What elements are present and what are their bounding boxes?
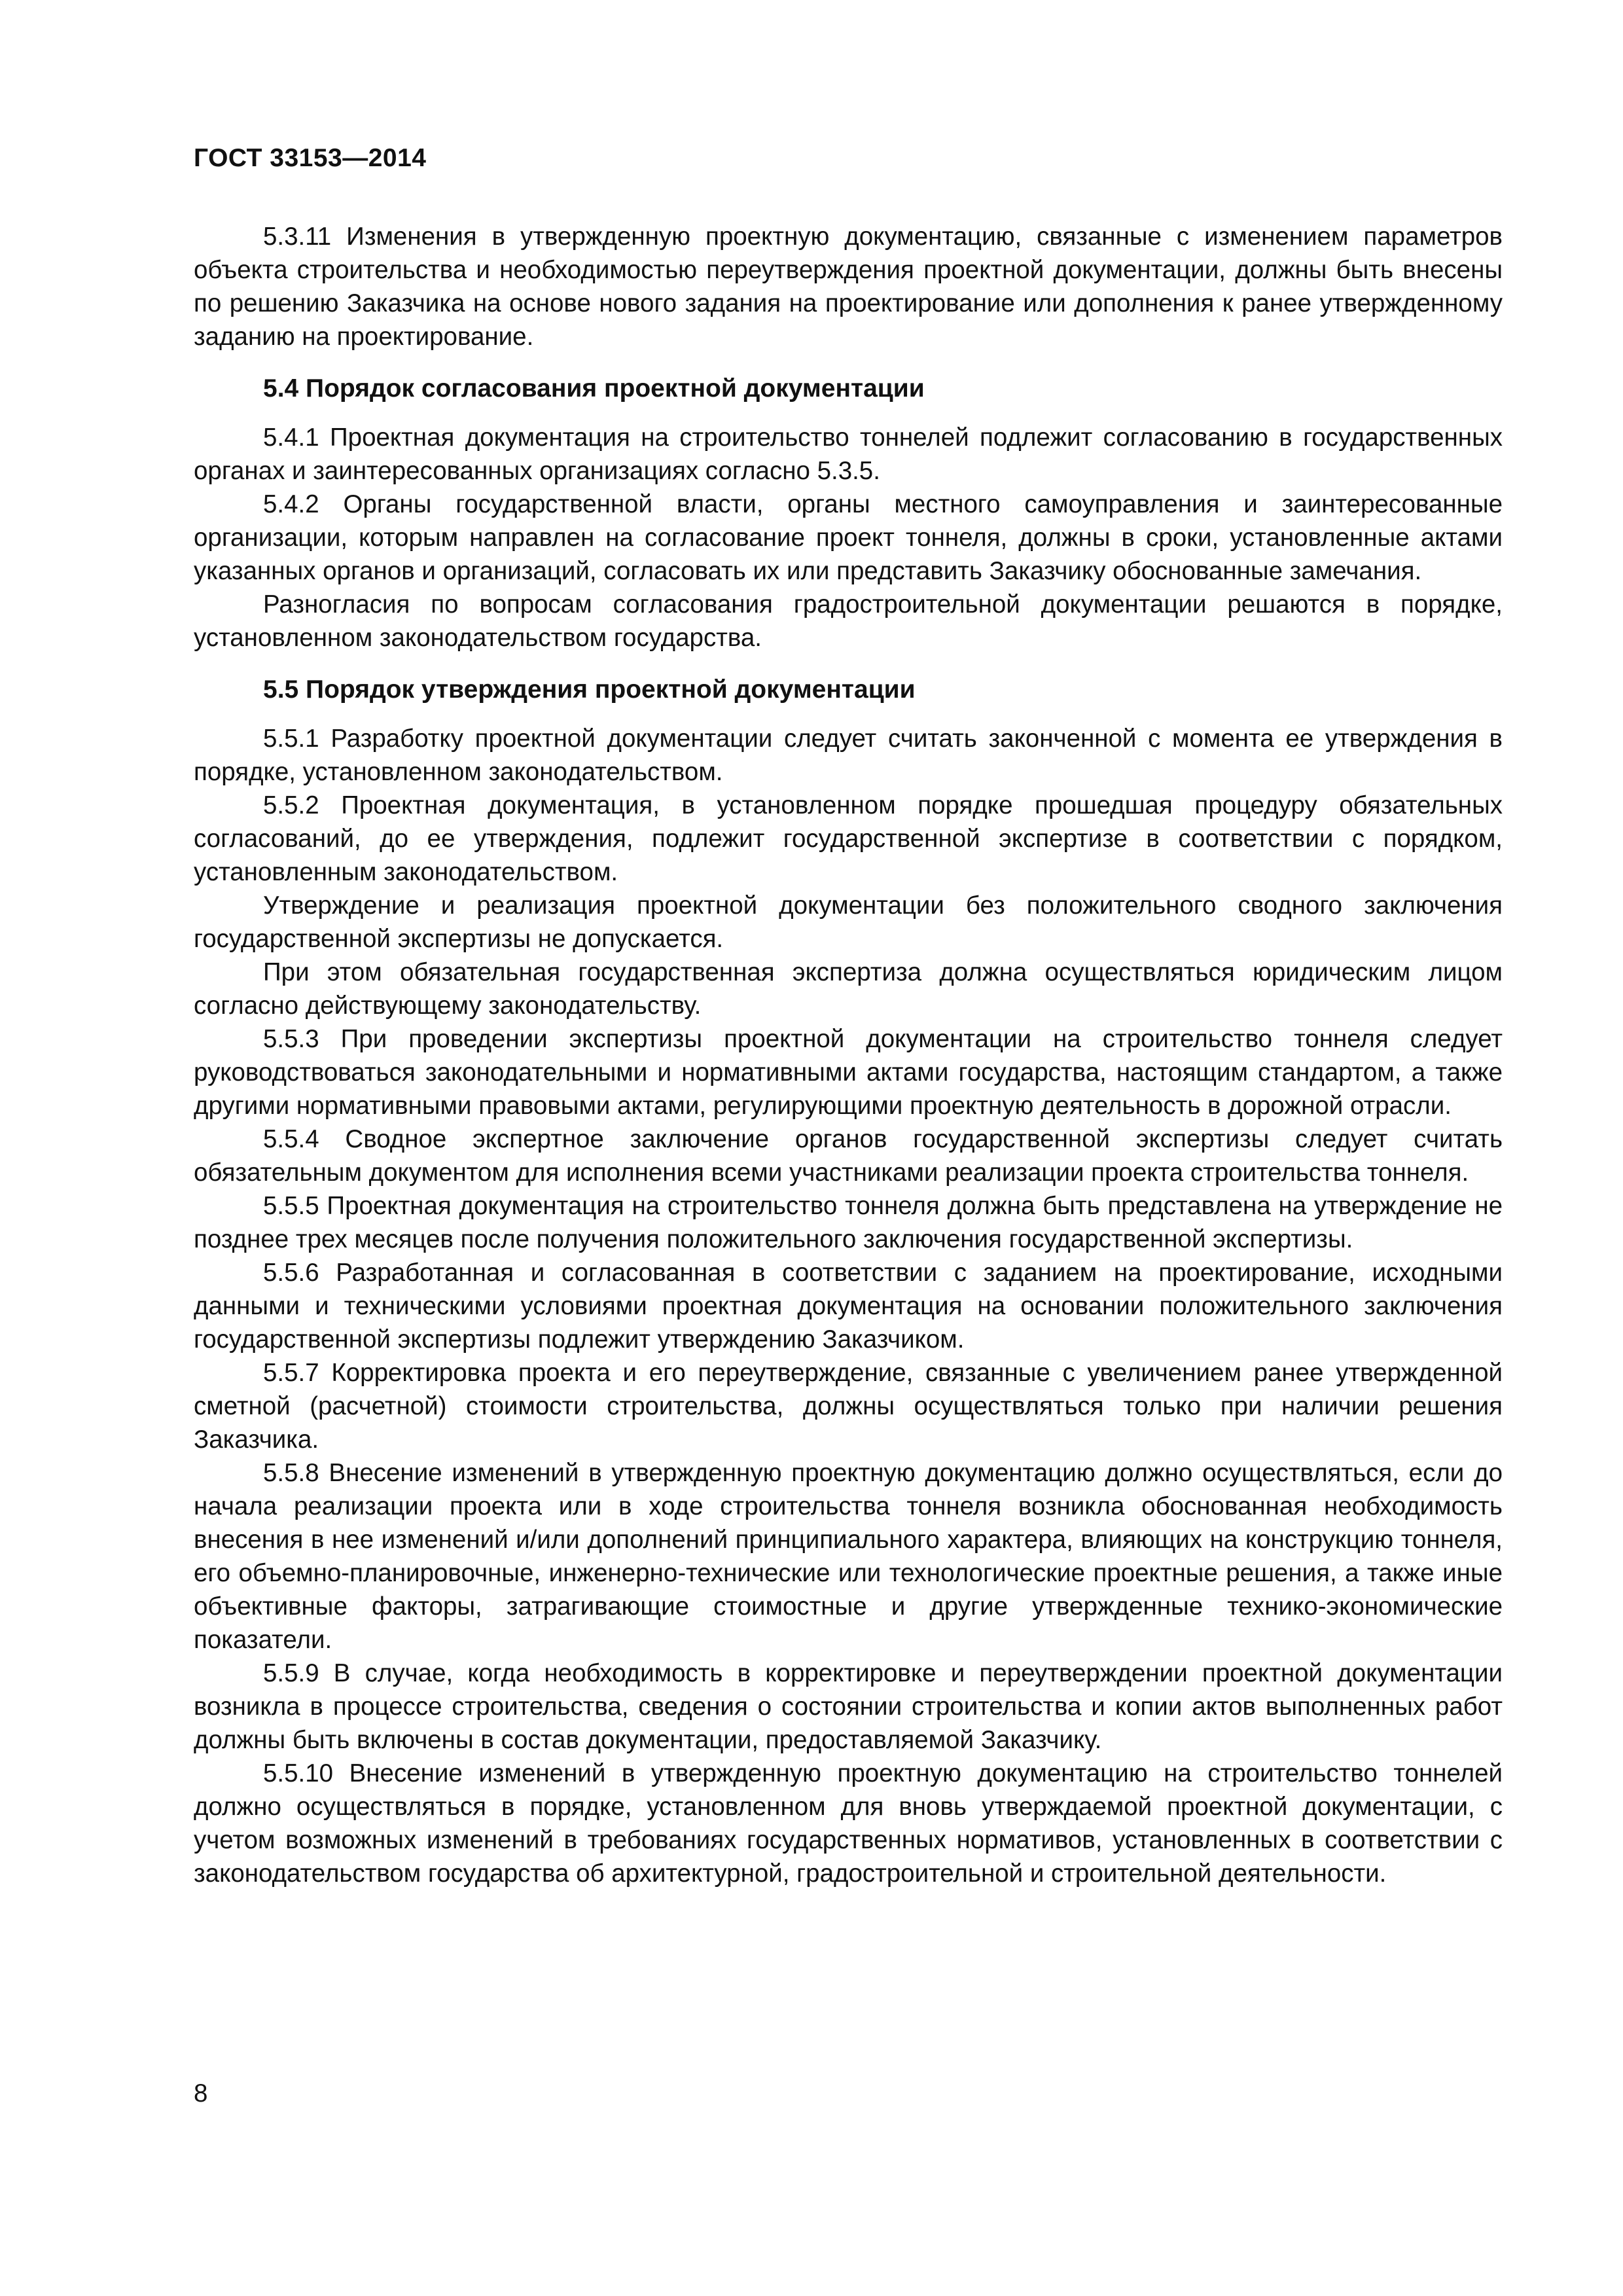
document-page	[194, 0, 1503, 2296]
paragraph-5-5-8: 5.5.8 Внесение изменений в утвержденную проектную документацию должно осуществляться, если до начала реализации проекта или в ходе строительства тоннеля возникла обоснованная необходимость внесения в нее изменений и/или дополнений принципиального характера, влияющих на конструкцию тоннеля, его объемно-планировочные, инженерно-технические или технологические проектные решения, а также иные объективные факторы, затрагивающие стоимостные и другие утвержденные технико-экономические показатели.	[194, 1459, 1503, 1654]
paragraph-5-5-4: 5.5.4 Сводное экспертное заключение органов государственной экспертизы следует считать обязательным документом для исполнения всеми участниками реализации проекта строительства тоннеля.	[194, 1125, 1503, 1187]
paragraph-5-5-3: 5.5.3 При проведении экспертизы проектной документации на строительство тоннеля следует руководствоваться законодательными и нормативными актами государства, настоящим стандартом, а также другими нормативными правовыми актами, регулирующими проектную деятельность в дорожной отрасли.	[194, 1025, 1503, 1120]
paragraph-disagreements: Разногласия по вопросам согласования градостроительной документации решаются в порядке, установленном законодательством государства.	[194, 590, 1503, 652]
paragraph-5-4-2: 5.4.2 Органы государственной власти, органы местного самоуправления и заинтересованные организации, которым направлен на согласование проект тоннеля, должны в сроки, установленные актами указанных органов и организаций, согласовать их или представить Заказчику обоснованные замечания.	[194, 490, 1503, 585]
section-heading-5-4: 5.4 Порядок согласования проектной документации	[263, 374, 925, 403]
paragraph-5-5-5: 5.5.5 Проектная документация на строительство тоннеля должна быть представлена на утверждение не позднее трех месяцев после получения положительного заключения государственной экспертизы.	[194, 1192, 1503, 1253]
paragraph-5-5-7: 5.5.7 Корректировка проекта и его переутверждение, связанные с увеличением ранее утвержденной сметной (расчетной) стоимости строительства, должны осуществляться только при наличии решения Заказчика.	[194, 1359, 1503, 1454]
paragraph-5-5-9: 5.5.9 В случае, когда необходимость в корректировке и переутверждении проектной документации возникла в процессе строительства, сведения о состоянии строительства и копии актов выполненных работ должны быть включены в состав документации, предоставляемой Заказчику.	[194, 1659, 1503, 1754]
paragraph-5-5-2: 5.5.2 Проектная документация, в установленном порядке прошедшая процедуру обязательных согласований, до ее утверждения, подлежит государственной экспертизе в соответствии с порядком, установленным законодательством.	[194, 791, 1503, 886]
paragraph-5-5-1: 5.5.1 Разработку проектной документации следует считать законченной с момента ее утверждения в порядке, установленном законодательством.	[194, 725, 1503, 786]
document-code-header: ГОСТ 33153—2014	[194, 144, 427, 172]
document-body	[194, 220, 1503, 1890]
paragraph-mandatory-expertise: При этом обязательная государственная экспертиза должна осуществляться юридическим лицом согласно действующему законодательству.	[194, 958, 1503, 1020]
paragraph-approval-without-conclusion: Утверждение и реализация проектной документации без положительного сводного заключения государственной экспертизы не допускается.	[194, 891, 1503, 953]
section-heading-5-5: 5.5 Порядок утверждения проектной документации	[263, 675, 916, 704]
paragraph-5-5-10: 5.5.10 Внесение изменений в утвержденную проектную документацию на строительство тоннелей должно осуществляться в порядке, установленном для вновь утверждаемой проектной документации, с учетом возможных изменений в требованиях государственных нормативов, установленных в соответствии с законодательством государства об архитектурной, градостроительной и строительной деятельности.	[194, 1759, 1503, 1888]
paragraph-5-4-1: 5.4.1 Проектная документация на строительство тоннелей подлежит согласованию в государственных органах и заинтересованных организациях согласно 5.3.5.	[194, 423, 1503, 485]
paragraph-5-3-11: 5.3.11 Изменения в утвержденную проектную документацию, связанные с изменением параметров объекта строительства и необходимостью переутверждения проектной документации, должны быть внесены по решению Заказчика на основе нового задания на проектирование или дополнения к ранее утвержденному заданию на проектирование.	[194, 223, 1503, 351]
paragraph-5-5-6: 5.5.6 Разработанная и согласованная в соответствии с заданием на проектирование, исходными данными и техническими условиями проектная документация на основании положительного заключения государственной экспертизы подлежит утверждению Заказчиком.	[194, 1259, 1503, 1354]
page-number: 8	[194, 2079, 208, 2108]
